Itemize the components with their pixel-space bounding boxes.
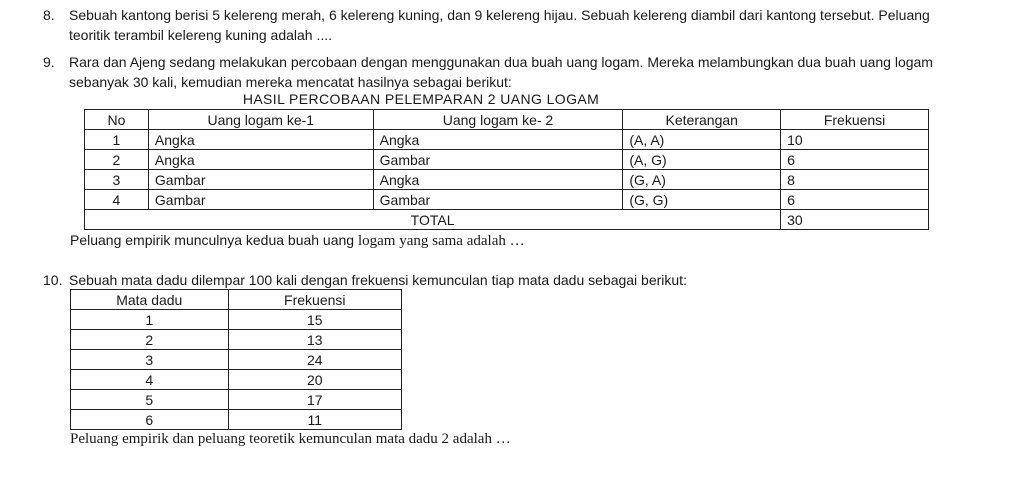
q9-line2: sebanyak 30 kali, kemudian mereka mencatat hasilnya sebagai berikut: xyxy=(69,74,512,90)
total-label: TOTAL xyxy=(85,210,781,230)
q9-number: 9. xyxy=(43,54,55,70)
cell-coin1: Angka xyxy=(148,130,373,150)
cell-coin2: Angka xyxy=(373,170,623,190)
header-frequency: Frekuensi xyxy=(781,110,929,130)
q9-question-part1: Peluang empirik munculnya kedua buah uang xyxy=(70,232,358,248)
q10-question: Peluang empirik dan peluang teoretik kemunculan mata dadu 2 adalah … xyxy=(70,431,511,447)
q9-text xyxy=(69,52,933,92)
total-value: 30 xyxy=(781,210,929,230)
header-dice-face: Mata dadu xyxy=(71,290,229,310)
table-row xyxy=(85,170,929,190)
table-total-row xyxy=(85,210,929,230)
cell-coin2: Gambar xyxy=(373,190,623,210)
q8-number: 8. xyxy=(43,7,55,23)
cell-description: (G, A) xyxy=(623,170,781,190)
cell-dice-frequency: 24 xyxy=(228,350,401,370)
cell-dice-face: 2 xyxy=(71,330,229,350)
cell-coin1: Gambar xyxy=(148,190,373,210)
table-row xyxy=(85,150,929,170)
cell-dice-face: 3 xyxy=(71,350,229,370)
cell-dice-frequency: 11 xyxy=(228,410,401,430)
cell-dice-frequency: 15 xyxy=(228,310,401,330)
cell-frequency: 8 xyxy=(781,170,929,190)
cell-dice-frequency: 13 xyxy=(228,330,401,350)
table-row xyxy=(85,130,929,150)
q8-text xyxy=(69,5,930,45)
q9-question-part2: logam yang sama adalah … xyxy=(357,233,525,249)
coin-experiment-table xyxy=(84,109,929,230)
table-row xyxy=(71,310,402,330)
cell-frequency: 6 xyxy=(781,190,929,210)
cell-coin2: Angka xyxy=(373,130,623,150)
table-row xyxy=(71,330,402,350)
table-row xyxy=(71,370,402,390)
q9-line1: Rara dan Ajeng sedang melakukan percobaan dengan menggunakan dua buah uang logam. Mereka melambungkan dua buah uang logam xyxy=(69,54,933,70)
cell-no: 1 xyxy=(85,130,149,150)
table-row xyxy=(71,390,402,410)
header-dice-frequency: Frekuensi xyxy=(228,290,401,310)
cell-dice-face: 6 xyxy=(71,410,229,430)
table-header-row xyxy=(85,110,929,130)
cell-frequency: 6 xyxy=(781,150,929,170)
cell-coin2: Gambar xyxy=(373,150,623,170)
table-row xyxy=(71,350,402,370)
cell-coin1: Gambar xyxy=(148,170,373,190)
q10-number: 10. xyxy=(43,272,63,288)
q9-question xyxy=(70,232,525,250)
header-coin2: Uang logam ke- 2 xyxy=(373,110,623,130)
coin-table-title: HASIL PERCOBAAN PELEMPARAN 2 UANG LOGAM xyxy=(242,91,600,107)
cell-description: (G, G) xyxy=(623,190,781,210)
dice-table-header-row xyxy=(71,290,402,310)
cell-coin1: Angka xyxy=(148,150,373,170)
cell-no: 3 xyxy=(85,170,149,190)
q8-line2: teoritik terambil kelereng kuning adalah .... xyxy=(69,27,333,43)
cell-dice-face: 1 xyxy=(71,310,229,330)
cell-description: (A, G) xyxy=(623,150,781,170)
cell-dice-face: 4 xyxy=(71,370,229,390)
dice-frequency-table xyxy=(70,289,402,430)
cell-no: 4 xyxy=(85,190,149,210)
cell-frequency: 10 xyxy=(781,130,929,150)
cell-no: 2 xyxy=(85,150,149,170)
q10-line1: Sebuah mata dadu dilempar 100 kali dengan frekuensi kemunculan tiap mata dadu sebagai berikut: xyxy=(69,272,687,288)
header-coin1: Uang logam ke-1 xyxy=(148,110,373,130)
cell-dice-frequency: 20 xyxy=(228,370,401,390)
cell-description: (A, A) xyxy=(623,130,781,150)
header-description: Keterangan xyxy=(623,110,781,130)
table-row xyxy=(85,190,929,210)
header-no: No xyxy=(85,110,149,130)
q8-line1: Sebuah kantong berisi 5 kelereng merah, 6 kelereng kuning, dan 9 kelereng hijau. Sebuah kelereng diambil dari kantong tersebut. Peluang xyxy=(69,7,930,23)
table-row xyxy=(71,410,402,430)
cell-dice-frequency: 17 xyxy=(228,390,401,410)
cell-dice-face: 5 xyxy=(71,390,229,410)
